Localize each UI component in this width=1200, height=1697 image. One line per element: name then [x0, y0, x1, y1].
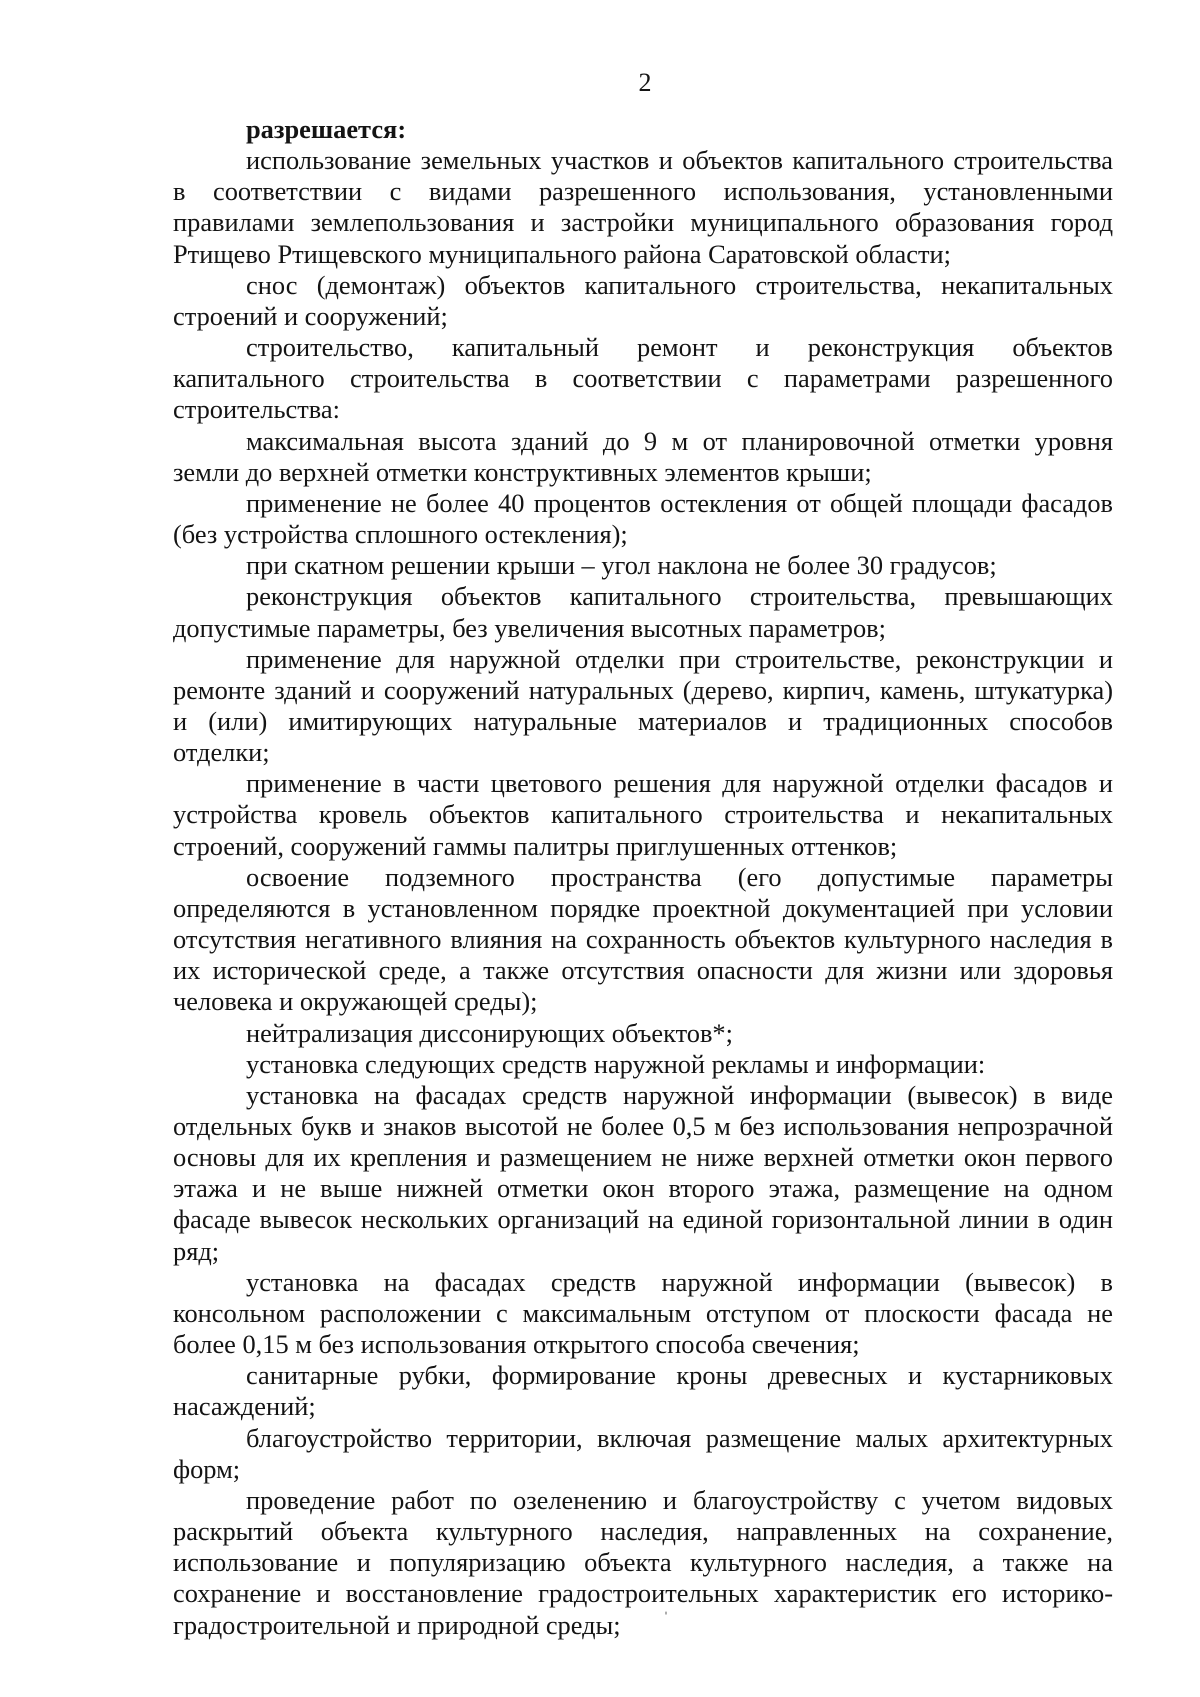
page-number: 2 [638, 68, 652, 97]
scan-mark: ˈ [663, 1608, 669, 1628]
paragraph: нейтрализация диссонирующих объектов*; [246, 1017, 733, 1048]
paragraph: строительство, капитальный ремонт и реконструкция объектов капитального строительства в соответствии с параметрами разрешенного строительства: [173, 332, 1113, 425]
paragraph: установка следующих средств наружной рекламы и информации: [246, 1048, 986, 1079]
paragraph: установка на фасадах средств наружной информации (вывесок) в виде отдельных букв и знаков высотой не более 0,5 м без использования непрозрачной основы для их крепления и размещением не ниже верхней отметки окон первого этажа и не выше нижней отметки окон второго этажа, размещение на одном фасаде вывесок нескольких организаций на единой горизонтальной линии в один ряд; [173, 1079, 1113, 1266]
paragraph: применение в части цветового решения для наружной отделки фасадов и устройства кровель объектов капитального строительства и некапитальных строений, сооружений гаммы палитры приглушенных оттенков; [173, 768, 1113, 861]
paragraph: снос (демонтаж) объектов капитального строительства, некапитальных строений и сооружений; [173, 269, 1113, 331]
paragraph: проведение работ по озеленению и благоустройству с учетом видовых раскрытий объекта культурного наследия, направленных на сохранение, использование и популяризацию объекта культурного наследия, а также на сохранение и восстановление градостроительных характеристик его историко-градостроительной и природной среды; [173, 1484, 1113, 1640]
paragraph: применение для наружной отделки при строительстве, реконструкции и ремонте зданий и сооружений натуральных (дерево, кирпич, камень, штукатурка) и (или) имитирующих натуральные материалов и традиционных способов отделки; [173, 643, 1113, 768]
paragraph: благоустройство территории, включая размещение малых архитектурных форм; [173, 1422, 1113, 1484]
paragraph: установка на фасадах средств наружной информации (вывесок) в консольном расположении с максимальным отступом от плоскости фасада не более 0,15 м без использования открытого способа свечения; [173, 1266, 1113, 1360]
paragraph: применение не более 40 процентов остекления от общей площади фасадов (без устройства сплошного остекления); [173, 487, 1113, 550]
paragraph: освоение подземного пространства (его допустимые параметры определяются в установленном порядке проектной документацией при условии отсутствия негативного влияния на сохранность объектов культурного наследия в их исторической среде, а также отсутствия опасности для жизни или здоровья человека и окружающей среды); [173, 861, 1113, 1017]
paragraph: реконструкция объектов капитального строительства, превышающих допустимые параметры, без увеличения высотных параметров; [173, 581, 1113, 643]
paragraph: при скатном решении крыши – угол наклона не более 30 градусов; [246, 550, 997, 581]
paragraph: санитарные рубки, формирование кроны древесных и кустарниковых насаждений; [173, 1360, 1113, 1422]
document-body [173, 114, 1113, 1641]
paragraph: максимальная высота зданий до 9 м от планировочной отметки уровня земли до верхней отметки конструктивных элементов крыши; [173, 425, 1113, 487]
paragraph: использование земельных участков и объектов капитального строительства в соответствии с видами разрешенного использования, установленными правилами землепользования и застройки муниципального образования город Ртищево Ртищевского муниципального района Саратовской области; [173, 145, 1113, 269]
section-heading: разрешается: [246, 114, 407, 144]
